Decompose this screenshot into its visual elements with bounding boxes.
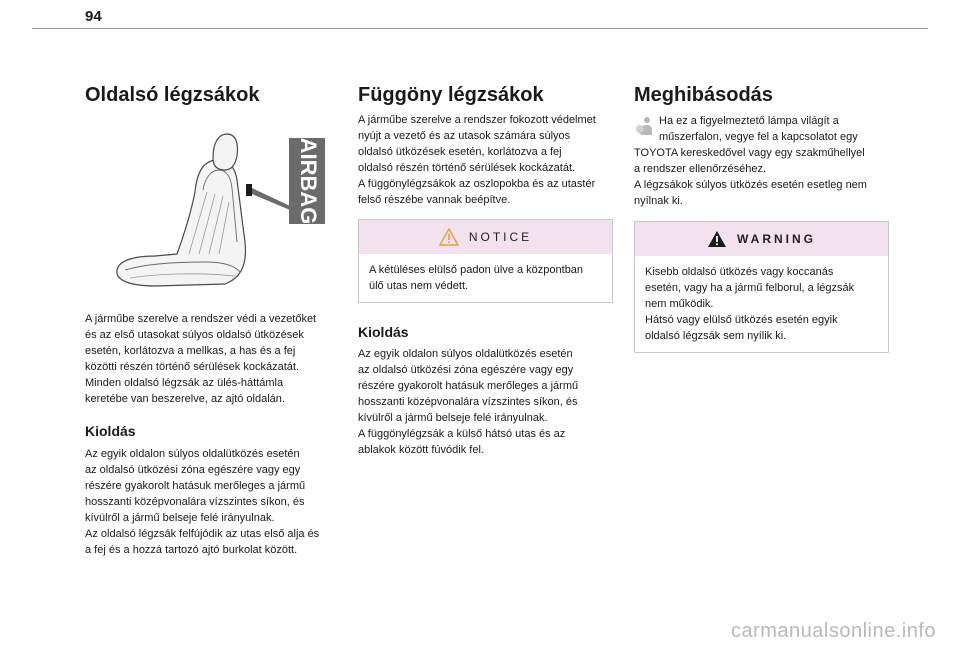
watermark-text: carmanualsonline.info [730,620,936,642]
airbag-label-text: AIRBAG [296,137,322,225]
malfunction-intro-first-text: Ha ez a figyelmeztető lámpa világít a műszerfalon, vegye fel a kapcsolatot egy [659,115,858,143]
malfunction-intro-rest: TOYOTA kereskedővel vagy egy szakműhellyel a rendszer ellenőrzéséhez. A légzsákok súlyos ütközés esetén esetleg nem nyílnak ki. [634,147,867,207]
section-title-curtain-airbags: Függöny légzsákok [358,84,544,106]
warning-triangle-icon [707,230,727,248]
curtain-airbags-subtitle-deployment: Kioldás [358,324,409,340]
side-airbags-intro: A járműbe szerelve a rendszer védi a vezetőket és az első utasokat súlyos oldalsó ütközések esetén, korlátozva a mellkas, a has és a fej közötti részén történő sérülések kockázatát. Minden oldalsó légzsák az ülés-háttámla keretébe van beszerelve, az ajtó oldalán. [85,313,317,405]
notice-body-wrap [359,254,612,302]
notice-box [358,219,613,303]
section-title-malfunction: Meghibásodás [634,84,773,106]
warning-header [635,222,888,256]
warning-body-wrap [635,256,888,352]
side-airbags-subtitle-deployment: Kioldás [85,423,136,439]
column-malfunction [634,82,889,353]
notice-title: NOTICE [468,230,533,244]
airbag-location-marker [246,184,252,196]
warning-text: Kisebb oldalsó ütközés vagy koccanás esetén, vagy ha a jármű felborul, a légzsák nem működik. Hátsó vagy elülső ütközés esetén egyik oldalsó légzsák sem nyílik ki. [645,266,855,342]
page-number: 94 [85,8,102,25]
warning-box [634,221,889,353]
airbag-warning-lamp-icon [634,115,656,137]
airbag-pointer-shape [252,188,290,210]
seat-airbag-svg [85,122,340,287]
curtain-airbags-intro: A járműbe szerelve a rendszer fokozott védelmet nyújt a vezető és az utasok számára súlyos oldalsó ütközések esetén, korlátozva a fej oldalsó részén történő sérülések kockázatát. A függönylégzsákok az oszlopokba és az utastér felső részébe vannak beépítve. [358,114,596,206]
notice-triangle-icon [439,228,459,246]
section-title-side-airbags: Oldalsó légzsákok [85,84,260,106]
curtain-airbags-deployment-text: Az egyik oldalon súlyos oldalütközés esetén az oldalsó ütközési zóna egészére vagy egy részére gyakorolt hatásuk merőleges a jármű hosszanti középvonalára vízszintes síkon, és kívülről a jármű belseje felé irányulnak. A függönylégzsák a külső hátsó utas és az ablakok között fúvódik fel. [358,348,579,456]
malfunction-intro-first [634,113,889,145]
header-divider [32,28,928,29]
warning-title: WARNING [737,232,816,246]
notice-header [359,220,612,254]
headrest-shape [213,134,238,170]
side-airbags-deployment-text: Az egyik oldalon súlyos oldalütközés esetén az oldalsó ütközési zóna egészére vagy egy részére gyakorolt hatásuk merőleges a jármű hosszanti középvonalára vízszintes síkon, és kívülről a jármű belseje felé irányulnak. Az oldalsó légzsák felfújódik az utas első alja és a fej és a hozzá tartozó ajtó burkolat között. [85,448,320,556]
column-curtain-airbags [358,82,613,458]
notice-text: A kétüléses elülső padon ülve a központban ülő utas nem védett. [369,264,584,292]
column-side-airbags [85,82,340,558]
seat-airbag-illustration [85,122,340,282]
